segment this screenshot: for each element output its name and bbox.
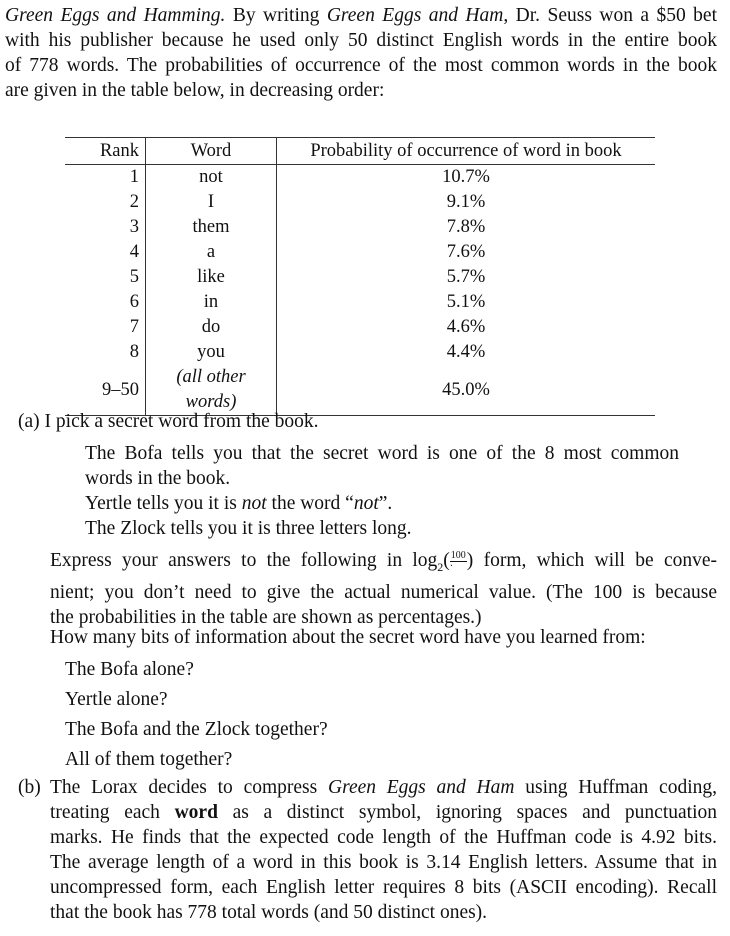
book-title: Green Eggs and Ham xyxy=(328,777,515,798)
table-row xyxy=(65,340,655,365)
intro-line: with his publisher because he used only 50 distinct English words in the entire book xyxy=(5,30,717,51)
express-instructions xyxy=(50,548,717,630)
problem-title: Green Eggs and Hamming. xyxy=(5,5,226,26)
text: Yertle tells you it is xyxy=(85,493,242,514)
text: not xyxy=(241,493,267,514)
part-a xyxy=(18,409,718,434)
subquestion: All of them together? xyxy=(65,749,233,770)
header-probability: Probability of occurrence of word in book xyxy=(277,138,656,165)
intro-line xyxy=(5,3,717,28)
rank-cell: 5 xyxy=(65,265,146,290)
probability-cell: 5.7% xyxy=(446,267,486,287)
table-header-row xyxy=(65,138,655,165)
probability-cell: 7.8% xyxy=(446,217,486,237)
fraction-denominator: · xyxy=(449,561,454,573)
probability-cell: 9.1% xyxy=(446,192,486,212)
probability-cell: 45.0% xyxy=(442,379,490,400)
text: the word “ xyxy=(266,493,354,514)
text: not xyxy=(353,493,379,514)
clue-line: The Bofa tells you that the secret word is one of the 8 most common xyxy=(85,443,679,464)
intro-paragraph xyxy=(5,3,717,103)
intro-line: are given in the table below, in decreasing order: xyxy=(5,80,385,101)
word-cell: I xyxy=(146,190,277,215)
part-b-line xyxy=(50,775,717,800)
clues xyxy=(85,441,679,541)
rank-cell: 3 xyxy=(65,215,146,240)
header-word: Word xyxy=(146,138,277,165)
word-cell: (all other words) xyxy=(146,365,277,416)
rank-cell: 4 xyxy=(65,240,146,265)
rank-cell: 6 xyxy=(65,290,146,315)
text: The Lorax decides to compress xyxy=(50,777,328,798)
rank-cell: 1 xyxy=(65,165,146,191)
word-cell: them xyxy=(146,215,277,240)
table-row xyxy=(65,290,655,315)
subquestion: The Bofa alone? xyxy=(65,659,194,680)
word-cell: do xyxy=(146,315,277,340)
text: form, which will be conve- xyxy=(473,550,717,571)
clue-line: The Zlock tells you it is three letters long. xyxy=(85,518,412,539)
subquestions xyxy=(65,655,328,775)
rank-cell: 8 xyxy=(65,340,146,365)
text: as a distinct symbol, ignoring spaces and punctuation xyxy=(217,802,717,823)
text: Express your answers to the following in log xyxy=(50,550,438,571)
word-cell: you xyxy=(146,340,277,365)
table-row xyxy=(65,165,655,191)
rank-cell: 9–50 xyxy=(65,365,146,416)
log-base: 2 xyxy=(437,559,444,574)
part-b-label: (b) xyxy=(18,777,41,798)
part-b-line: marks. He finds that the expected code length of the Huffman code is 4.92 bits. xyxy=(50,827,717,848)
text: treating each xyxy=(50,802,175,823)
probability-cell: 4.4% xyxy=(446,342,486,362)
part-b-line: uncompressed form, each English letter requires 8 bits (ASCII encoding). Recall xyxy=(50,877,717,898)
part-b-line: that the book has 778 total words (and 50 distinct ones). xyxy=(50,902,488,923)
subquestion: Yertle alone? xyxy=(65,689,168,710)
intro-line: of 778 words. The probabilities of occurrence of the most common words in the book xyxy=(5,55,717,76)
part-b xyxy=(50,775,717,925)
table-row xyxy=(65,190,655,215)
fraction-numerator: 100 xyxy=(450,550,466,562)
express-line: nient; you don’t need to give the actual numerical value. (The 100 is because xyxy=(50,581,717,603)
rank-cell: 2 xyxy=(65,190,146,215)
part-a-label: (a) xyxy=(18,411,40,432)
express-line: Express your answers to the following in $\log_2$( $\frac{100}{\cdot}$ ) form, which will be conve- xyxy=(50,550,717,574)
word-probability-table xyxy=(65,137,655,416)
subquestion: The Bofa and the Zlock together? xyxy=(65,719,328,740)
text: , Dr. Seuss won a $50 bet xyxy=(503,5,718,26)
text: By writing xyxy=(232,5,327,26)
rank-cell: 7 xyxy=(65,315,146,340)
word-cell: a xyxy=(146,240,277,265)
table-row xyxy=(65,240,655,265)
probability-cell: 4.6% xyxy=(446,317,486,337)
word-cell: not xyxy=(146,165,277,191)
express-line: the probabilities in the table are shown as percentages.) xyxy=(50,606,482,628)
probability-cell: 10.7% xyxy=(442,167,490,187)
text: word xyxy=(174,802,218,823)
table-row xyxy=(65,265,655,290)
book-title: Green Eggs and Ham xyxy=(326,5,504,26)
table-row xyxy=(65,215,655,240)
probability-cell: 5.1% xyxy=(446,292,486,312)
clue-line xyxy=(85,491,679,516)
word-cell: in xyxy=(146,290,277,315)
part-a-lead: I pick a secret word from the book. xyxy=(44,411,319,432)
probability-cell: 7.6% xyxy=(446,242,486,262)
question: How many bits of information about the secret word have you learned from: xyxy=(50,627,646,648)
fraction xyxy=(450,551,467,572)
text: ”. xyxy=(378,493,393,514)
clue-line: words in the book. xyxy=(85,468,231,489)
part-b-line: The average length of a word in this book is 3.14 English letters. Assume that in xyxy=(50,852,717,873)
text: using Huffman coding, xyxy=(514,777,718,798)
word-cell: like xyxy=(146,265,277,290)
table-row xyxy=(65,365,655,416)
part-b-line xyxy=(50,800,717,825)
table-row xyxy=(65,315,655,340)
header-rank: Rank xyxy=(65,138,146,165)
